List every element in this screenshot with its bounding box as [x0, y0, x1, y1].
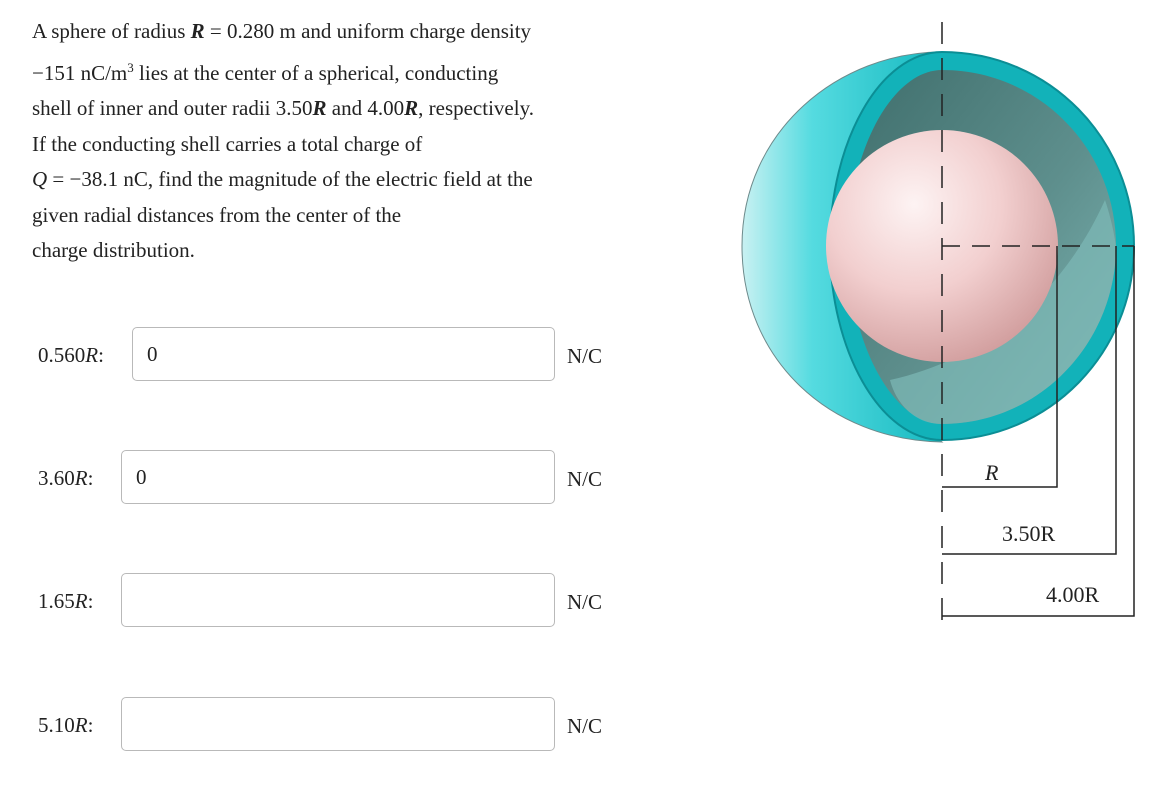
problem-line-5: Q = −38.1 nC, find the magnitude of the electric field at the	[32, 167, 533, 191]
label-inner-radius: 3.50R	[1002, 521, 1056, 546]
sphere-shell-diagram	[730, 0, 1164, 640]
label-outer-radius: 4.00R	[1046, 582, 1100, 607]
answer-label-2: 3.60R:	[38, 466, 94, 490]
answer-input-4[interactable]	[121, 697, 555, 751]
problem-line-3: shell of inner and outer radii 3.50R and 4.00R, respectively.	[32, 96, 534, 120]
answer-row-2	[0, 450, 640, 508]
problem-line-2: −151 $nC/m^3$ lies at the center of a spherical, conducting	[32, 59, 499, 85]
unit-label-3: N/C	[567, 590, 603, 614]
answer-row-1	[0, 327, 640, 385]
answer-label-4: 5.10R:	[38, 713, 94, 737]
answer-label-1: 0.560R:	[38, 343, 104, 367]
label-r: R	[985, 460, 999, 485]
problem-line-4: If the conducting shell carries a total charge of	[32, 131, 423, 156]
problem-line-6: given radial distances from the center of the	[32, 202, 402, 227]
answer-input-3[interactable]	[121, 573, 555, 627]
sphere-shell-figure	[730, 0, 1164, 640]
problem-statement	[32, 14, 632, 269]
answer-label-3: 1.65R:	[38, 589, 94, 613]
answer-input-1[interactable]	[132, 327, 555, 381]
answer-row-3	[0, 573, 640, 631]
unit-label-4: N/C	[567, 714, 603, 738]
answer-input-2[interactable]	[121, 450, 555, 504]
problem-line-1: A sphere of radius R = 0.280 m and uniform charge density	[32, 19, 532, 43]
unit-label-1: N/C	[567, 344, 603, 368]
problem-line-7: charge distribution.	[32, 238, 195, 262]
answer-row-4	[0, 697, 640, 755]
unit-label-2: N/C	[567, 467, 603, 491]
